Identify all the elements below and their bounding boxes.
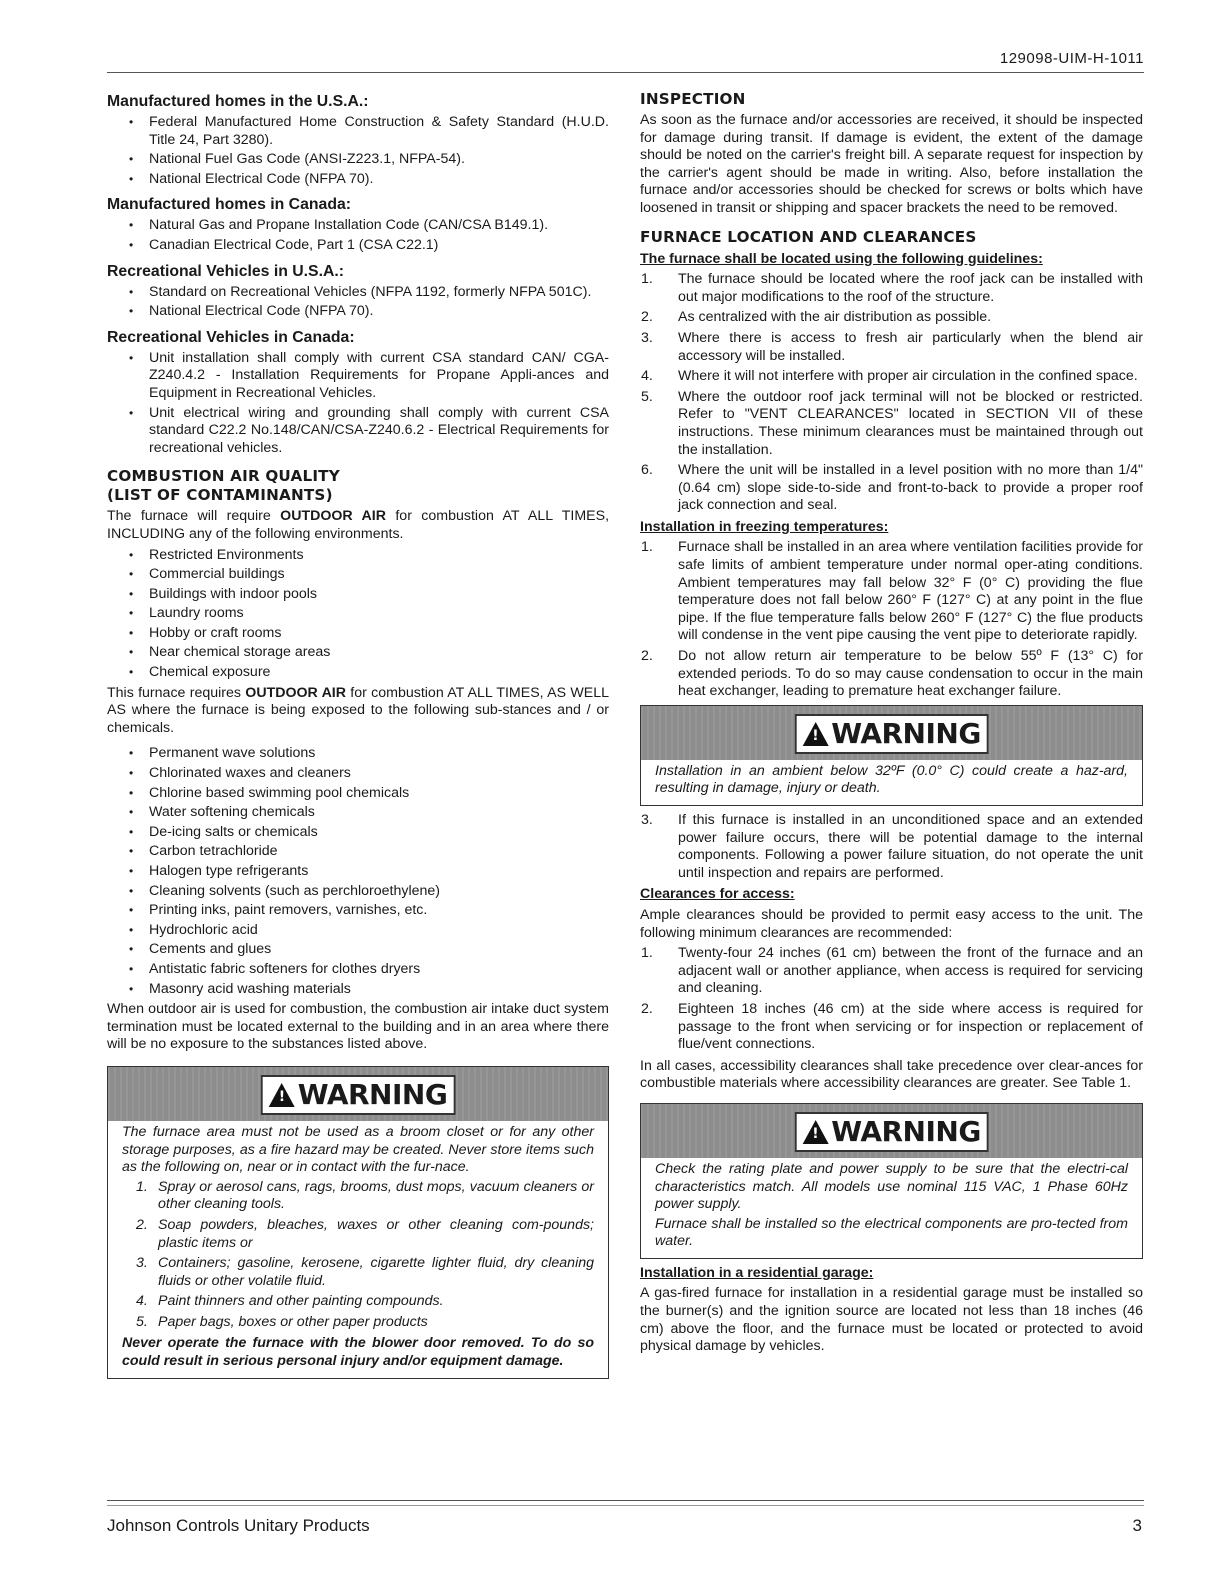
- list-item: • Unit electrical wiring and grounding shall comply with current CSA standard C22.2 No.148/CAN/CSA-Z240.6.2 - Electrical Requirements for recreational vehicles.: [149, 405, 609, 458]
- list-item: • Commercial buildings: [149, 566, 609, 584]
- warning-label: [261, 1075, 456, 1115]
- heading-manufactured-homes-canada: Manufactured homes in Canada:: [107, 196, 352, 214]
- access-closing: In all cases, accessibility clearances shall take precedence over clear-ances for combustible materials where accessibility clearances are greater. See Table 1.: [640, 1057, 1143, 1092]
- warning-closing: Never operate the furnace with the blower door removed. To do so could result in serious personal injury and/or equipment damage.: [122, 1335, 594, 1370]
- list-item-text: Where there is access to fresh air particularly when the blend air accessory will be installed.: [678, 329, 1143, 364]
- list-substances: [107, 745, 609, 998]
- list-item: • Unit installation shall comply with current CSA standard CAN/ CGA-Z240.4.2 - Installation Requirements for Propane Appli-ances and Equipment in Recreational Vehicles.: [149, 350, 609, 403]
- warning-box-storage: [107, 1066, 609, 1379]
- list-freezing: [640, 539, 1143, 700]
- list-environments: [107, 547, 609, 682]
- list-item: • Laundry rooms: [149, 605, 609, 623]
- warning-text: Furnace shall be installed so the electrical components are pro-tected from water.: [655, 1215, 1128, 1250]
- footer-rule: [107, 1500, 1144, 1506]
- guidelines-heading: The furnace shall be located using the following guidelines:: [640, 250, 1043, 267]
- heading-combustion-air-quality: COMBUSTION AIR QUALITY: [107, 467, 340, 486]
- list-item-text: If this furnace is installed in an unconditioned space and an extended power failure occurs, there will be potential damage to the internal components. Following a power failure situation, do not operate the unit until inspection and repairs are performed.: [678, 812, 1143, 881]
- list-item-text: Do not allow return air temperature to be below 55º F (13° C) for extended periods. To do so may cause condensation to occur in the main heat exchanger, leading to premature heat exchanger failure.: [678, 648, 1143, 700]
- list-item: • Standard on Recreational Vehicles (NFPA 1192, formerly NFPA 501C).: [149, 284, 609, 302]
- list-item: 1. Furnace shall be installed in an area where ventilation facilities provide for safe limits of ambient temperature under normal oper-ating conditions. Ambient temperatures may fall below 32° F (0° C) providing the flue temperature does not fall below 260° F (127° C) at any point in the flue pipe. If the flue temperature falls below 260° F (127° C) the flue products will condense in the vent pipe causing the vent pipe to deteriorate rapidly.: [641, 539, 1143, 644]
- warning-triangle-icon: !: [269, 1083, 295, 1107]
- list-item: 1. Spray or aerosol cans, rags, brooms, dust mops, vacuum cleaners or other cleaning tools.: [136, 1178, 594, 1213]
- list-item-text: Eighteen 18 inches (46 cm) at the side where access is required for passage to the front when servicing or for inspection or replacement of flue/vent connections.: [678, 1000, 1143, 1053]
- list-item: • Natural Gas and Propane Installation Code (CAN/CSA B149.1).: [149, 217, 609, 235]
- text-run: for combustion AT ALL TIMES, INCLUDING any of the following environments.: [107, 508, 610, 542]
- warning-header: [108, 1067, 608, 1121]
- list-rv-canada: [107, 350, 609, 458]
- text-run: This furnace requires: [107, 684, 246, 701]
- list-item: 1. The furnace should be located where the roof jack can be installed with out major modifications to the roof of the structure.: [641, 271, 1143, 305]
- warning-text: Installation in an ambient below 32ºF (0.0° C) could create a haz-ard, resulting in damage, injury or death.: [655, 762, 1128, 797]
- list-item: • Chlorine based swimming pool chemicals: [149, 785, 609, 803]
- list-item: • Permanent wave solutions: [149, 745, 609, 763]
- list-item: 5. Paper bags, boxes or other paper products: [136, 1313, 428, 1330]
- warning-text: Check the rating plate and power supply to be sure that the electri-cal characteristics match. All models use nominal 115 VAC, 1 Phase 60Hz power supply.: [655, 1160, 1128, 1213]
- list-item-text: Soap powders, bleaches, waxes or other cleaning com-pounds; plastic items or: [158, 1216, 594, 1251]
- access-intro: Ample clearances should be provided to permit easy access to the unit. The following minimum clearances are recommended:: [640, 906, 1143, 941]
- keyword-outdoor-air: OUTDOOR AIR: [245, 684, 346, 701]
- warning-header: [641, 1104, 1142, 1158]
- right-column: [640, 82, 1143, 1359]
- list-item: 3. Containers; gasoline, kerosene, cigarette lighter fluid, dry cleaning fluids or other volatile fluid.: [136, 1255, 594, 1289]
- list-item: 6. Where the unit will be installed in a level position with no more than 1/4" (0.64 cm) slope side-to-side and front-to-back to provide a proper roof jack connection and seal.: [641, 462, 1143, 514]
- warning-box-electrical: [640, 1103, 1143, 1259]
- list-item-text: Spray or aerosol cans, rags, brooms, dust mops, vacuum cleaners or other cleaning tools.: [158, 1178, 594, 1213]
- list-item: 5. Where the outdoor roof jack terminal will not be blocked or restricted. Refer to "VENT CLEARANCES" located in SECTION VII of these instructions. These minimum clearances must be maintained through out the installation.: [641, 388, 1143, 458]
- list-item: • Restricted Environments: [149, 547, 609, 565]
- warning-word: WARNING: [831, 1115, 981, 1149]
- combustion-closing: When outdoor air is used for combustion, the combustion air intake duct system termination must be located external to the building and in an area where there will be no exposure to the substances listed above.: [107, 1001, 609, 1053]
- freezing-heading: Installation in freezing temperatures:: [640, 518, 889, 535]
- list-item: 4. Paint thinners and other painting compounds.: [136, 1293, 444, 1310]
- warning-body: [641, 1158, 1142, 1258]
- list-item: • Cements and glues: [149, 941, 609, 959]
- footer-company: Johnson Controls Unitary Products: [107, 1516, 370, 1535]
- text-run: The furnace will require: [107, 508, 281, 525]
- warning-label: [794, 1112, 989, 1152]
- heading-inspection: INSPECTION: [640, 90, 746, 108]
- list-item: • Hobby or craft rooms: [149, 625, 609, 643]
- list-item: • Federal Manufactured Home Construction & Safety Standard (H.U.D. Title 24, Part 3280).: [149, 114, 609, 149]
- list-item-text: Paper bags, boxes or other paper products: [158, 1313, 428, 1330]
- header-rule: [107, 72, 1144, 73]
- warning-word: WARNING: [297, 1078, 448, 1112]
- text-run: for combustion AT ALL TIMES, AS WELL AS where the furnace is being exposed to the following sub-stances and / or chemicals.: [107, 684, 609, 736]
- page-number: 3: [1132, 1516, 1142, 1535]
- left-column: [107, 82, 609, 1385]
- inspection-text: As soon as the furnace and/or accessories are received, it should be inspected for damage during transit. If damage is evident, the extent of the damage should be noted on the carrier's freight bill. A separate request for inspection by the carrier's agent should be made in writing. Also, before installation the furnace and/or accessories should be checked for screws or bolts which have loosened in transit or shipping and spacer brackets the need to be removed.: [640, 112, 1143, 216]
- list-item: • National Fuel Gas Code (ANSI-Z223.1, NFPA-54).: [149, 151, 609, 169]
- warning-label: [794, 714, 989, 754]
- list-item-text: Twenty-four 24 inches (61 cm) between the front of the furnace and an adjacent wall or another appliance, when access is required for servicing and cleaning.: [678, 945, 1143, 997]
- list-item-text: Where the unit will be installed in a level position with no more than 1/4" (0.64 cm) slope side-to-side and front-to-back to provide a proper roof jack connection and seal.: [678, 462, 1143, 514]
- list-manufactured-homes-usa: [107, 114, 609, 188]
- warning-body: [641, 760, 1142, 805]
- list-item-text: Paint thinners and other painting compounds.: [158, 1293, 444, 1310]
- list-freezing-continued: [640, 812, 1143, 882]
- list-access: [640, 945, 1143, 1054]
- list-item: • Carbon tetrachloride: [149, 843, 609, 861]
- warning-intro: The furnace area must not be used as a broom closet or for any other storage purposes, as a fire hazard may be created. Never store items such as the following on, near or in contact with the fur-nace.: [122, 1123, 594, 1176]
- heading-rv-canada: Recreational Vehicles in Canada:: [107, 328, 355, 346]
- list-item-text: The furnace should be located where the roof jack can be installed with out major modifications to the roof of the structure.: [678, 271, 1143, 305]
- document-id: 129098-UIM-H-1011: [999, 50, 1144, 67]
- list-item-text: Where the outdoor roof jack terminal will not be blocked or restricted. Refer to "VENT CLEARANCES" located in SECTION VII of these instructions. These minimum clearances must be maintained through out the installation.: [678, 388, 1143, 458]
- warning-list: [122, 1179, 594, 1332]
- list-item-text: Where it will not interfere with proper air circulation in the confined space.: [678, 368, 1138, 385]
- warning-word: WARNING: [831, 717, 981, 751]
- list-item: • Near chemical storage areas: [149, 644, 609, 662]
- list-item: • Cleaning solvents (such as perchloroethylene): [149, 883, 609, 901]
- list-item: 2. Eighteen 18 inches (46 cm) at the side where access is required for passage to the front when servicing or for inspection or replacement of flue/vent connections.: [641, 1000, 1143, 1053]
- warning-header: [641, 706, 1142, 760]
- heading-rv-usa: Recreational Vehicles in U.S.A.:: [107, 262, 345, 280]
- list-item: • Chlorinated waxes and cleaners: [149, 765, 609, 783]
- list-item: 4. Where it will not interfere with proper air circulation in the confined space.: [641, 368, 1138, 385]
- list-item: • Printing inks, paint removers, varnishes, etc.: [149, 902, 609, 920]
- list-item: 2. Do not allow return air temperature to be below 55º F (13° C) for extended periods. To do so may cause condensation to occur in the main heat exchanger, leading to premature heat exchanger failure.: [641, 648, 1143, 700]
- heading-manufactured-homes-usa: Manufactured homes in the U.S.A.:: [107, 93, 369, 110]
- garage-heading: Installation in a residential garage:: [640, 1264, 874, 1281]
- list-manufactured-homes-canada: [107, 217, 609, 254]
- list-item: • Water softening chemicals: [149, 804, 609, 822]
- list-item: 3. If this furnace is installed in an unconditioned space and an extended power failure occurs, there will be potential damage to the internal components. Following a power failure situation, do not operate the unit until inspection and repairs are performed.: [641, 812, 1143, 881]
- warning-triangle-icon: !: [802, 1120, 828, 1144]
- list-item: • National Electrical Code (NFPA 70).: [149, 171, 609, 189]
- list-item: • National Electrical Code (NFPA 70).: [149, 303, 609, 321]
- list-item: • Halogen type refrigerants: [149, 863, 609, 881]
- access-heading: Clearances for access:: [640, 886, 795, 903]
- heading-furnace-location: FURNACE LOCATION AND CLEARANCES: [640, 227, 977, 246]
- list-item: • Hydrochloric acid: [149, 922, 609, 940]
- list-item: • De-icing salts or chemicals: [149, 824, 609, 842]
- list-item: • Chemical exposure: [149, 664, 609, 682]
- list-item: 1. Twenty-four 24 inches (61 cm) between the front of the furnace and an adjacent wall or another appliance, when access is required for servicing and cleaning.: [641, 945, 1143, 997]
- list-rv-usa: [107, 284, 609, 321]
- list-item: 3. Where there is access to fresh air particularly when the blend air accessory will be installed.: [641, 329, 1143, 364]
- list-item: • Masonry acid washing materials: [149, 981, 609, 999]
- combustion-intro-1: [107, 508, 609, 543]
- list-item: • Antistatic fabric softeners for clothes dryers: [149, 961, 609, 979]
- list-item-text: Furnace shall be installed in an area where ventilation facilities provide for safe limits of ambient temperature under normal oper-ating conditions. Ambient temperatures may fall below 32° F (0° C) providing the flue temperature does not fall below 260° F (127° C) at any point in the flue pipe. If the flue temperature falls below 260° F (127° C) the flue products will condense in the vent pipe causing the vent pipe to deteriorate rapidly.: [678, 539, 1143, 644]
- warning-box-ambient: [640, 705, 1143, 806]
- list-item: 2. As centralized with the air distribution as possible.: [641, 309, 992, 326]
- warning-triangle-icon: !: [802, 722, 828, 746]
- list-item-text: Containers; gasoline, kerosene, cigarette lighter fluid, dry cleaning fluids or other volatile fluid.: [158, 1255, 594, 1289]
- keyword-outdoor-air: OUTDOOR AIR: [280, 508, 386, 525]
- list-location-guidelines: [640, 271, 1143, 515]
- combustion-intro-2: [107, 685, 609, 738]
- list-item: 2. Soap powders, bleaches, waxes or other cleaning com-pounds; plastic items or: [136, 1216, 594, 1251]
- list-item: • Canadian Electrical Code, Part 1 (CSA C22.1): [149, 237, 609, 255]
- list-item: • Buildings with indoor pools: [149, 586, 609, 604]
- garage-text: A gas-fired furnace for installation in a residential garage must be installed so the burner(s) and the ignition source are located not less than 18 inches (46 cm) above the floor, and the furnace must be located or protected to avoid physical damage by vehicles.: [640, 1285, 1143, 1355]
- heading-list-of-contaminants: (LIST OF CONTAMINANTS): [107, 486, 333, 505]
- warning-body: [108, 1121, 608, 1378]
- list-item-text: As centralized with the air distribution as possible.: [678, 309, 992, 326]
